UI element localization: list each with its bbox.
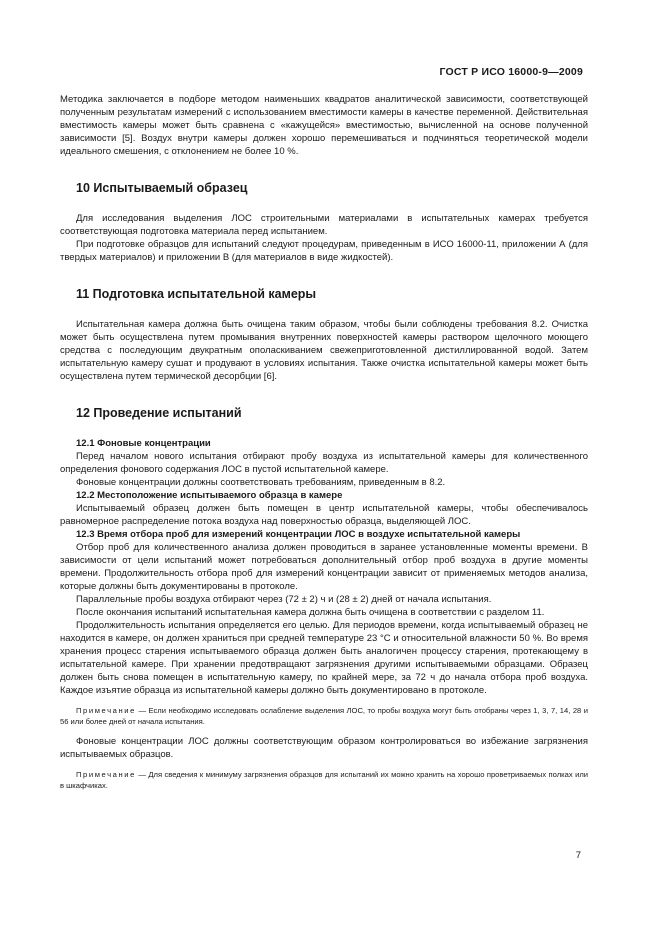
note-2-label: Примечание: [76, 770, 136, 779]
subsection-12-1-paragraph-1: Перед началом нового испытания отбирают пробу воздуха из испытательной камеры для количественного определения фонового содержания ЛОС в пустой испытательной камере.: [60, 451, 588, 475]
note-2: [60, 769, 588, 791]
section-11-paragraph-1: Испытательная камера должна быть очищена таким образом, чтобы были соблюдены требования 8.2. Очистка может быть осуществлена путем промывания внутренних поверхностей камеры раствором щелочного моющего средства с последующим двукратным ополаскиванием свежеприготовленной дистиллированной водой. Затем испытательную камеру сушат и продувают в условиях испытания. Также очистка испытательной камеры может быть осуществлена путем термической десорбции [6].: [60, 319, 588, 382]
note-1: [60, 705, 588, 727]
page-number: 7: [575, 850, 581, 861]
subsection-12-3-title: 12.3 Время отбора проб для измерений концентрации ЛОС в воздухе испытательной камеры: [76, 529, 521, 540]
section-12-title: 12 Проведение испытаний: [76, 406, 242, 420]
subsection-12-1-title: 12.1 Фоновые концентрации: [76, 438, 211, 449]
section-10-paragraph-2: При подготовке образцов для испытаний следуют процедурам, приведенным в ИСО 16000-11, приложении А (для твердых материалов) и приложении В (для материалов в виде жидкостей).: [60, 239, 588, 263]
subsection-12-3-paragraph-2: Параллельные пробы воздуха отбирают через (72 ± 2) ч и (28 ± 2) дней от начала испытания.: [76, 594, 492, 605]
subsection-12-2-paragraph-1: Испытываемый образец должен быть помещен в центр испытательной камеры, чтобы обеспечивалось равномерное распределение потока воздуха над поверхностью образца, выделяющей ЛОС.: [60, 503, 588, 527]
section-11-title: 11 Подготовка испытательной камеры: [76, 287, 317, 301]
page-body: [60, 93, 588, 799]
subsection-12-3-paragraph-4: Продолжительность испытания определяется его целью. Для периодов времени, когда испытываемый образец не находится в камере, он должен храниться при средней температуре 23 °С и относительной влажности 50 %. Во время хранения процесс старения испытываемого образца должен быть аналогичен процессу старения, протекающему в испытательной камере. При хранении предотвращают загрязнения другими испытываемыми образцами. Образец должен быть снова помещен в испытательную камеру, по крайней мере, за 72 ч до начала отбора проб воздуха. Каждое изъятие образца из испытательной камеры должно быть документировано в протоколе.: [60, 620, 588, 696]
intro-paragraph: Методика заключается в подборе методом наименьших квадратов аналитической зависимости, соответствующей полученным результатам измерений с использованием вместимости камеры в качестве переменной. Действительная вместимость камеры может быть сравнена с «кажущейся» вместимостью, вычисленной на основе полученной зависимости [5]. Воздух внутри камеры должен хорошо перемешиваться и подчиняться теоретической модели идеального смешения, с отклонением не более 10 %.: [60, 94, 588, 157]
subsection-12-1-paragraph-2: Фоновые концентрации должны соответствовать требованиям, приведенным в 8.2.: [76, 477, 446, 488]
subsection-12-3-paragraph-5: Фоновые концентрации ЛОС должны соответствующим образом контролироваться во избежание загрязнения испытываемых образцов.: [60, 736, 588, 760]
subsection-12-2-title: 12.2 Местоположение испытываемого образца в камере: [76, 490, 343, 501]
note-2-text: — Для сведения к минимуму загрязнения образцов для испытаний их можно хранить на хорошо проветриваемых полках или в шкафчиках.: [60, 770, 588, 790]
note-1-text: — Если необходимо исследовать ослабление выделения ЛОС, то пробы воздуха могут быть отобраны через 1, 3, 7, 14, 28 и 56 или более дней от начала испытания.: [60, 706, 588, 726]
subsection-12-3-paragraph-3: После окончания испытаний испытательная камера должна быть очищена в соответствии с разделом 11.: [76, 607, 545, 618]
section-10-paragraph-1: Для исследования выделения ЛОС строительными материалами в испытательных камерах требуется соответствующая подготовка материала перед испытанием.: [60, 213, 588, 237]
subsection-12-3-paragraph-1: Отбор проб для количественного анализа должен проводиться в заранее установленные моменты времени. В зависимости от цели испытаний может потребоваться дополнительный отбор проб воздуха в другие моменты времени. Продолжительность отбора проб для измерений концентрации зависит от применяемых методов анализа, которые должны быть документированы в протоколе.: [60, 542, 588, 592]
note-1-label: Примечание: [76, 706, 136, 715]
section-10-title: 10 Испытываемый образец: [76, 181, 248, 195]
standard-designation: ГОСТ Р ИСО 16000-9—2009: [439, 66, 583, 78]
